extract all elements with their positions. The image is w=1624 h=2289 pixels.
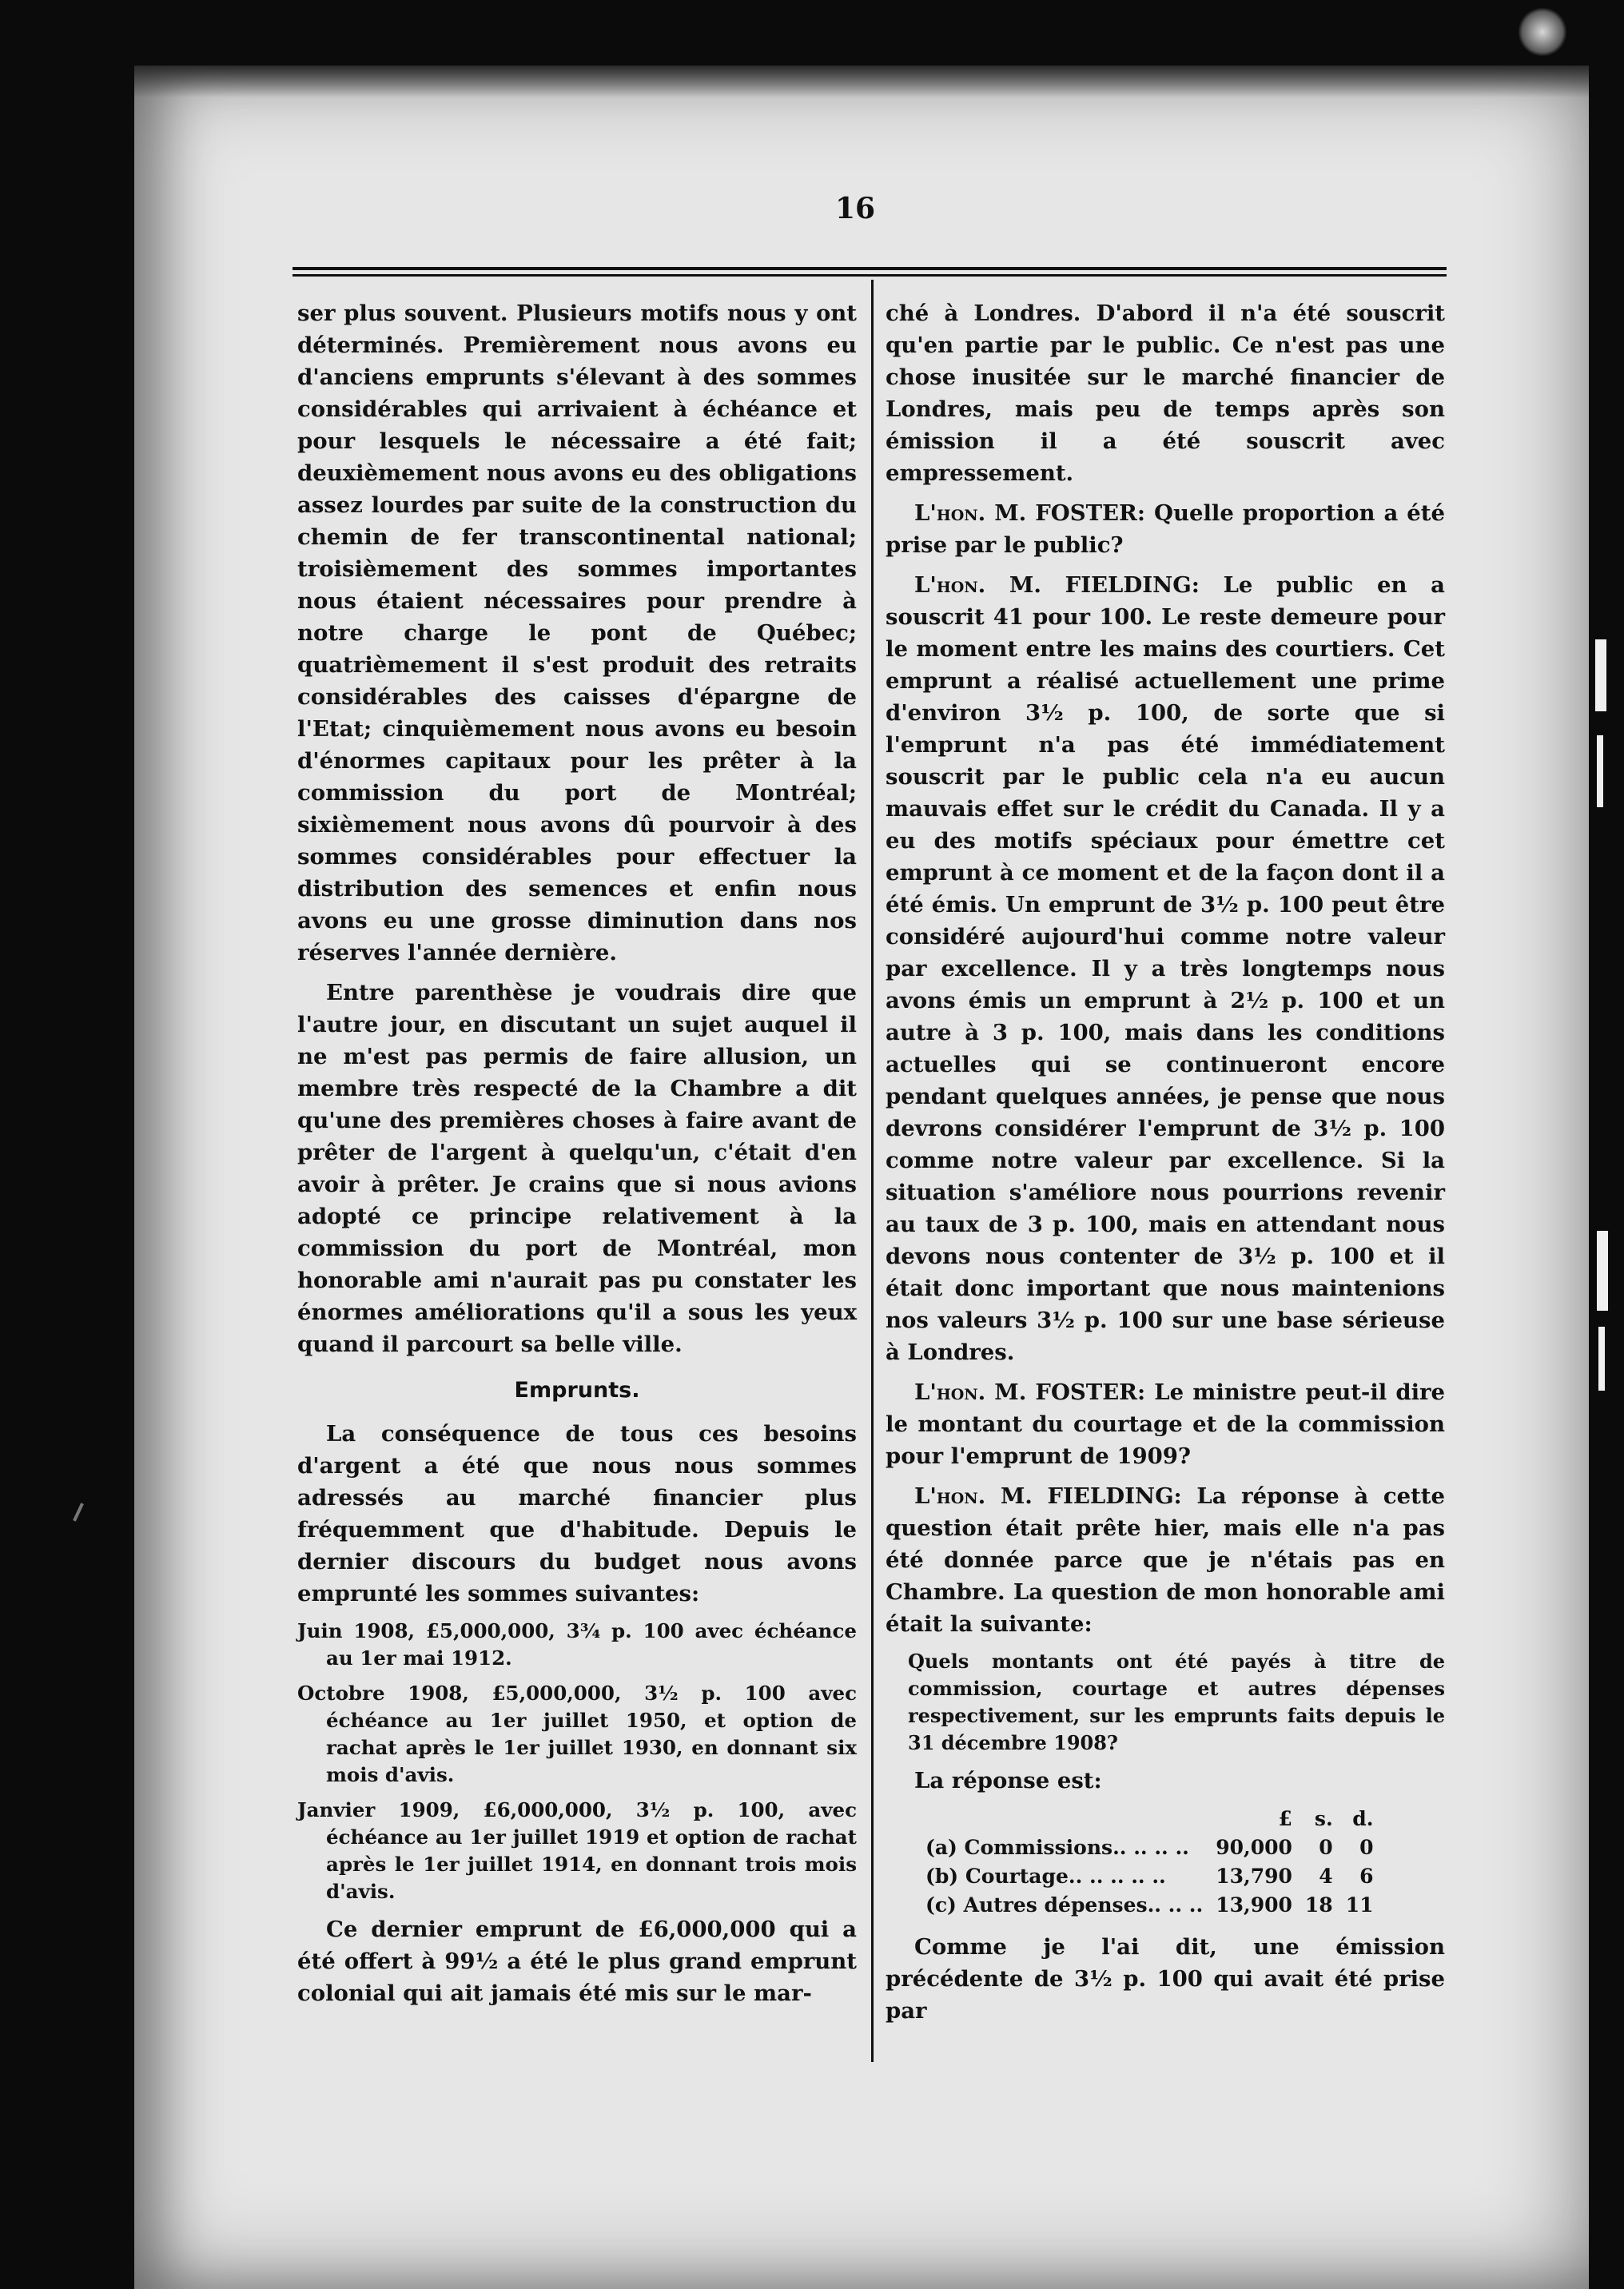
speaker-foster: L'hon. M. FOSTER: xyxy=(914,1379,1146,1405)
exchange-fielding-2 xyxy=(886,1480,1445,1640)
right-paragraph-last: Comme je l'ai dit, une émission précédente de 3½ p. 100 qui avait été prise par xyxy=(886,1934,1445,2024)
exchange-foster-2 xyxy=(886,1376,1445,1472)
row-shillings: 4 xyxy=(1319,1865,1333,1888)
row-pence: 11 xyxy=(1345,1893,1374,1917)
quoted-question: Quels montants ont été payés à titre de commission, courtage et autres dépenses respectivement, sur les emprunts faits depuis le 31 décembre 1908? xyxy=(908,1650,1445,1754)
exchange-fielding-1 xyxy=(886,569,1445,1368)
margin-mark xyxy=(1597,1231,1608,1311)
table-row xyxy=(925,1833,1379,1862)
row-pence: 0 xyxy=(1359,1836,1374,1859)
page-top-shadow xyxy=(134,66,1589,98)
expenses-table xyxy=(925,1805,1379,1920)
column-divider xyxy=(871,280,874,2062)
row-shillings: 18 xyxy=(1304,1893,1333,1917)
fielding-answer-2: La réponse à cette question était prête hier, mais elle n'a pas été donnée parce que je n'étais pas en Chambre. La question de mon honorable ami était la suivante: xyxy=(886,1483,1445,1637)
row-label: (a) Commissions.. .. .. .. xyxy=(925,1836,1189,1859)
margin-mark xyxy=(1597,735,1603,807)
fielding-answer-1: Le public en a souscrit 41 pour 100. Le reste demeure pour le moment entre les mains des courtiers. Cet emprunt a réalisé actuellement une prime d'environ 3½ p. 100, de sorte que si l'emprunt n'a pas été immédiatement souscrit par le public cela n'a eu aucun mauvais effet sur le crédit du Canada. Il y a eu des motifs spéciaux pour émettre cet emprunt à ce moment et de la façon dont il a été émis. Un emprunt de 3½ p. 100 peut être considéré aujourd'hui comme notre valeur par excellence. Il y a très longtemps nous avons émis un emprunt à 2½ p. 100 et un autre à 3 p. 100, mais dans les conditions actuelles qui se continueront encore pendant quelques années, je pense que nous devrons considérer l'emprunt de 3½ p. 100 comme notre valeur par excellence. Si la situation s'améliore nous pourrions revenir au taux de 3 p. 100, mais en attendant nous devons nous contenter de 3½ p. 100 et il était donc important que nous maintenions nos valeurs 3½ p. 100 sur une base sérieuse à Londres. xyxy=(886,572,1445,1365)
header-rule xyxy=(293,267,1447,277)
table-header-row xyxy=(925,1805,1379,1833)
left-column xyxy=(297,297,857,2017)
margin-dash xyxy=(73,1503,84,1521)
answer-intro: La réponse est: xyxy=(914,1768,1102,1793)
loan-item-october-1908: Octobre 1908, £5,000,000, 3½ p. 100 avec échéance au 1er juillet 1950, et option de rachat après le 1er juillet 1930, en donnant six mois d'avis. xyxy=(297,1682,857,1786)
section-heading: Emprunts. xyxy=(514,1378,640,1403)
speaker-fielding: L'hon. M. FIELDING: xyxy=(914,1483,1182,1509)
row-pounds: 90,000 xyxy=(1216,1836,1292,1859)
table-row xyxy=(925,1891,1379,1920)
corner-smudge xyxy=(1519,8,1566,56)
header-pounds: £ xyxy=(1278,1807,1292,1830)
row-label: (b) Courtage.. .. .. .. .. xyxy=(925,1865,1166,1888)
row-label: (c) Autres dépenses.. .. .. xyxy=(925,1893,1204,1917)
margin-mark xyxy=(1598,1327,1605,1391)
left-paragraph-2: Entre parenthèse je voudrais dire que l'autre jour, en discutant un sujet auquel il ne m'est pas permis de faire allusion, un membre très respecté de la Chambre a dit qu'une des premières choses à faire avant de prêter de l'argent à quelqu'un, c'était d'en avoir à prêter. Je crains que si nous avions adopté ce principe relativement à la commission du port de Montréal, mon honorable ami n'aurait pas pu constater les énormes améliorations qu'il a sous les yeux quand il parcourt sa belle ville. xyxy=(297,980,857,1357)
row-pence: 6 xyxy=(1359,1865,1374,1888)
left-paragraph-1: ser plus souvent. Plusieurs motifs nous y ont déterminés. Premièrement nous avons eu d'anciens emprunts s'élevant à des sommes considérables qui arrivaient à échéance et pour lesquels le nécessaire a été fait; deuxièmement nous avons eu des obligations assez lourdes par suite de la construction du chemin de fer transcontinental national; troisièmement des sommes importantes nous étaient nécessaires pour prendre à notre charge le pont de Québec; quatrièmement il s'est produit des retraits considérables des caisses d'épargne de l'Etat; cinquièmement nous avons eu besoin d'énormes capitaux pour les prêter à la commission du port de Montréal; sixièmement nous avons dû pourvoir à des sommes considérables pour effectuer la distribution des semences et enfin nous avons eu une grosse diminution dans nos réserves l'année dernière. xyxy=(297,301,857,965)
loan-item-june-1908: Juin 1908, £5,000,000, 3¾ p. 100 avec échéance au 1er mai 1912. xyxy=(297,1619,857,1670)
margin-mark xyxy=(1595,639,1606,711)
row-pounds: 13,900 xyxy=(1216,1893,1292,1917)
foster-question-2: Le ministre peut-il dire le montant du courtage et de la commission pour l'emprunt de 1909? xyxy=(886,1379,1445,1469)
right-column xyxy=(886,297,1445,2035)
speaker-fielding: L'hon. M. FIELDING: xyxy=(914,572,1200,598)
header-shillings: s. xyxy=(1314,1807,1333,1830)
right-paragraph-1: ché à Londres. D'abord il n'a été souscrit qu'en partie par le public. Ce n'est pas une chose inusitée sur le marché financier de Londres, mais peu de temps après son émission il a été souscrit avec empressement. xyxy=(886,301,1445,486)
table-row xyxy=(925,1862,1379,1891)
speaker-foster: L'hon. M. FOSTER: xyxy=(914,500,1145,526)
left-paragraph-4: Ce dernier emprunt de £6,000,000 qui a été offert à 99½ a été le plus grand emprunt colonial qui ait jamais été mis sur le mar- xyxy=(297,1917,857,2006)
page-number: 16 xyxy=(834,192,876,225)
foster-question-1: Quelle proportion a été prise par le public? xyxy=(886,500,1445,558)
header-pence: d. xyxy=(1352,1807,1374,1830)
row-shillings: 0 xyxy=(1319,1836,1333,1859)
exchange-foster-1 xyxy=(886,497,1445,561)
row-pounds: 13,790 xyxy=(1216,1865,1292,1888)
loan-item-january-1909: Janvier 1909, £6,000,000, 3½ p. 100, avec échéance au 1er juillet 1919 et option de rachat après le 1er juillet 1914, en donnant trois mois d'avis. xyxy=(297,1798,857,1903)
left-paragraph-3: La conséquence de tous ces besoins d'argent a été que nous nous sommes adressés au marché financier plus fréquemment que d'habitude. Depuis le dernier discours du budget nous avons emprunté les sommes suivantes: xyxy=(297,1421,857,1606)
